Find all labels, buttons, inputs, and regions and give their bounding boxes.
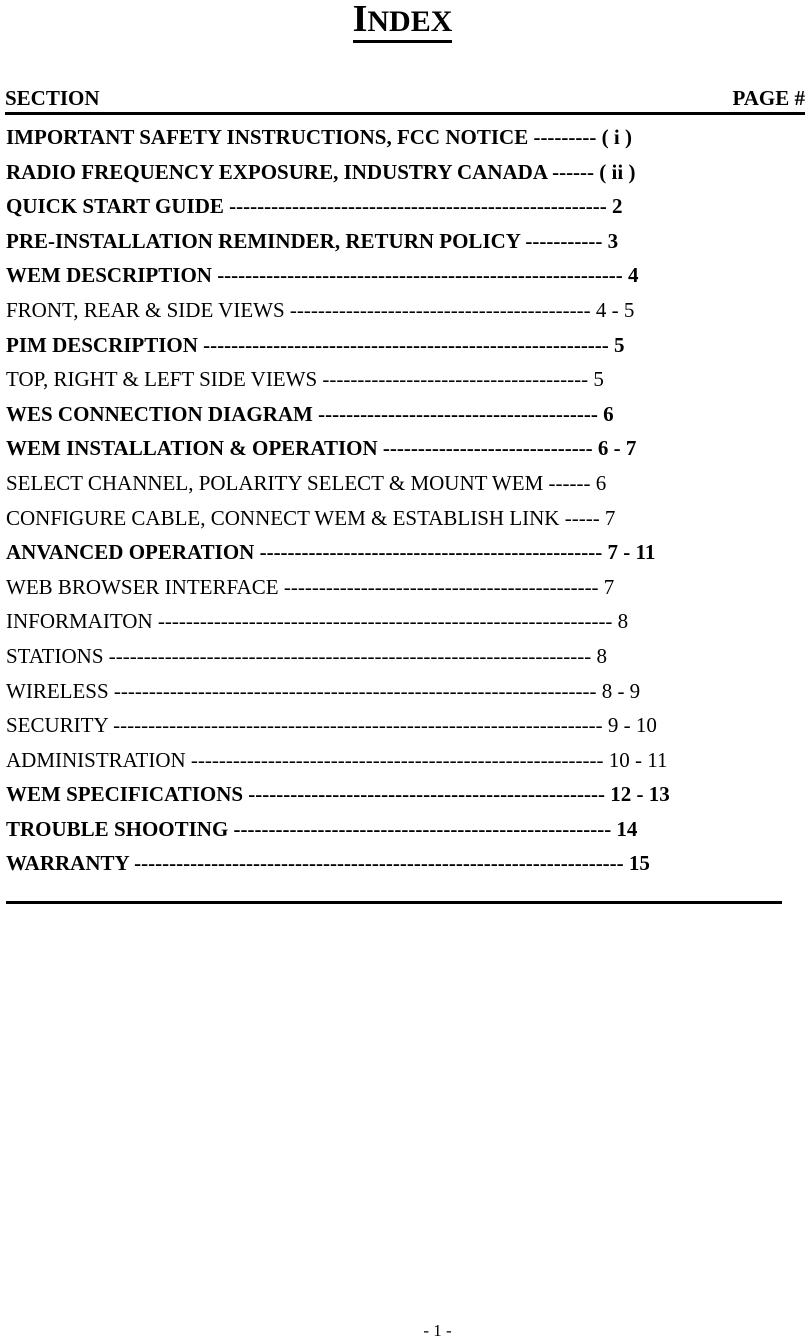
toc-entry: WEM DESCRIPTION ---------------------------------------------------------- 4 xyxy=(6,263,639,288)
toc-entry: PIM DESCRIPTION ---------------------------------------------------------- 5 xyxy=(6,332,625,357)
toc-entry: QUICK START GUIDE ------------------------------------------------------ 2 xyxy=(6,194,623,219)
toc-entry: ADMINISTRATION ----------------------------------------------------------- 10 - 11 xyxy=(6,747,668,772)
toc-entry: TOP, RIGHT & LEFT SIDE VIEWS -------------------------------------- 5 xyxy=(6,367,604,392)
toc-entry: WES CONNECTION DIAGRAM ---------------------------------------- 6 xyxy=(6,401,614,426)
toc-entry: IMPORTANT SAFETY INSTRUCTIONS, FCC NOTICE --------- ( i ) xyxy=(6,125,632,149)
toc-entry: TROUBLE SHOOTING ------------------------------------------------------ 14 xyxy=(6,816,638,841)
toc-entry: WEB BROWSER INTERFACE --------------------------------------------- 7 xyxy=(6,574,615,599)
toc-entry: WARRANTY ---------------------------------------------------------------------- 15 xyxy=(6,851,650,876)
toc-entry: INFORMAITON ----------------------------------------------------------------- 8 xyxy=(6,609,629,634)
title-rest: NDEX xyxy=(367,5,453,38)
toc-entry: STATIONS --------------------------------------------------------------------- 8 xyxy=(6,643,608,668)
toc-entry: FRONT, REAR & SIDE VIEWS ------------------------------------------- 4 - 5 xyxy=(6,297,635,322)
page-column-header: PAGE # xyxy=(732,86,805,110)
toc-entry: WEM SPECIFICATIONS --------------------------------------------------- 12 - 13 xyxy=(6,782,670,807)
toc-entry: RADIO FREQUENCY EXPOSURE, INDUSTRY CANADA ------ ( ii ) xyxy=(6,159,636,184)
bottom-divider xyxy=(6,901,782,904)
title-first-letter: I xyxy=(352,0,368,40)
page-number: - 1 - xyxy=(423,1321,452,1340)
toc-entry: WIRELESS --------------------------------------------------------------------- 8 - 9 xyxy=(6,678,641,703)
toc-entry: SECURITY ---------------------------------------------------------------------- 9 - 10 xyxy=(6,713,657,738)
toc-entry: PRE-INSTALLATION REMINDER, RETURN POLICY ----------- 3 xyxy=(6,228,619,253)
section-column-header: SECTION xyxy=(5,86,100,110)
toc-entry: SELECT CHANNEL, POLARITY SELECT & MOUNT WEM ------ 6 xyxy=(6,470,607,495)
index-title-text xyxy=(353,0,453,43)
toc-entry: ANVANCED OPERATION ------------------------------------------------- 7 - 11 xyxy=(6,540,656,565)
index-title xyxy=(0,0,805,43)
table-of-contents xyxy=(6,120,805,881)
toc-entry: WEM INSTALLATION & OPERATION ------------------------------ 6 - 7 xyxy=(6,436,637,461)
column-headers xyxy=(5,86,805,115)
toc-entry: CONFIGURE CABLE, CONNECT WEM & ESTABLISH LINK ----- 7 xyxy=(6,505,616,530)
